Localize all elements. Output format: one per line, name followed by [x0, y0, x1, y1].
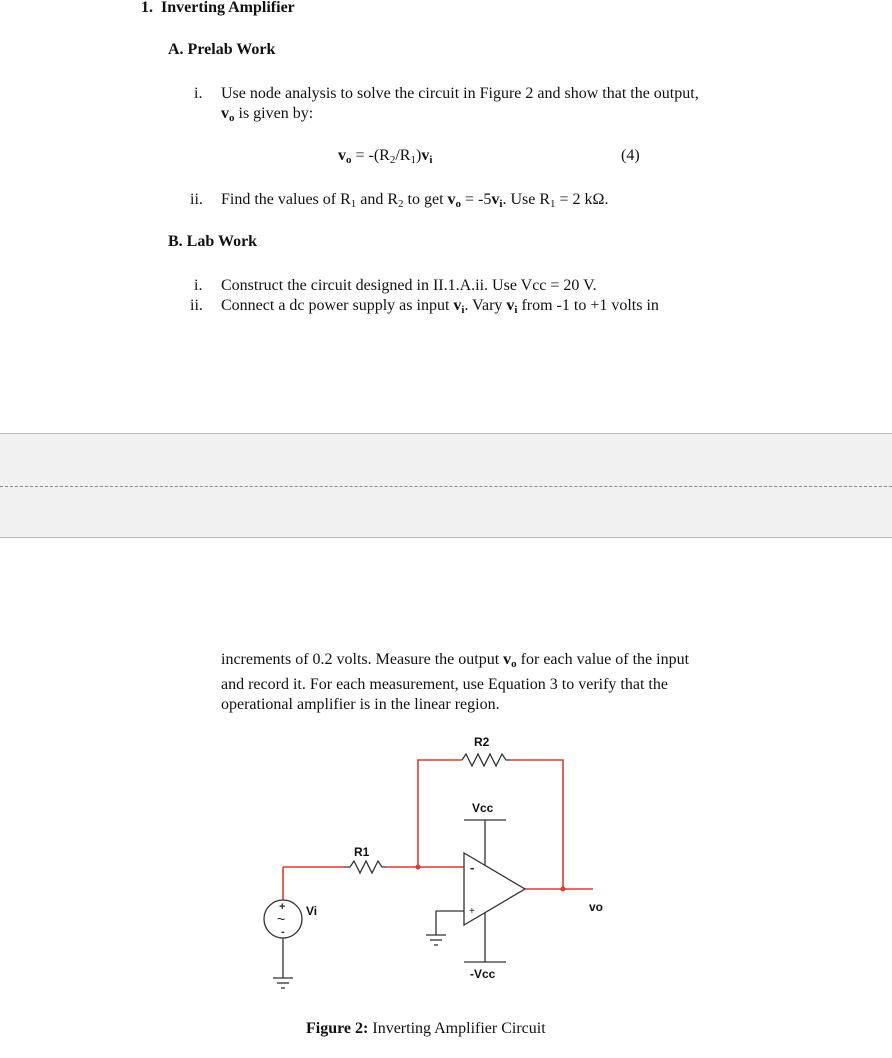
inverting-node-dot: [416, 865, 421, 870]
neg-vcc-label: -Vcc: [470, 967, 496, 981]
vo-symbol: $v_o$: [221, 105, 235, 124]
section-title: Inverting Amplifier: [161, 0, 295, 16]
op-amp-minus-label: -: [470, 860, 475, 875]
source-tilde: ~: [277, 911, 286, 927]
continued-line-1: increments of 0.2 volts. Measure the output $v_o$ for each value of the input: [221, 651, 690, 670]
section-number: 1.: [141, 0, 153, 16]
source-to-r1-wire: [283, 867, 344, 900]
plus-input-wire: [436, 911, 464, 935]
equation-4: $v_o = -(R_2/R_1)v_i$: [338, 147, 433, 166]
feedback-wire-right: [510, 760, 563, 889]
prelab-heading: A. Prelab Work: [168, 41, 276, 58]
output-node-dot: [561, 887, 566, 892]
lab-item2-text: Connect a dc power supply as input $v_i$. Vary $v_i$ from -1 to +1 volts in: [221, 297, 659, 316]
lab-heading: B. Lab Work: [168, 233, 258, 250]
lab-item1-roman: i.: [194, 277, 203, 294]
r1-resistor: [344, 861, 386, 873]
r2-resistor: [462, 754, 510, 766]
source-plus-sign: +: [279, 901, 286, 913]
equation-number: (4): [621, 147, 640, 164]
continued-line-3: operational amplifier is in the linear region.: [221, 696, 500, 713]
continued-line-2: and record it. For each measurement, use Equation 3 to verify that the: [221, 675, 668, 693]
op-amp-plus-label: +: [469, 906, 475, 917]
vo-label: vo: [589, 900, 604, 914]
vcc-label: Vcc: [472, 801, 494, 815]
lab-item2-roman: ii.: [190, 297, 203, 314]
prelab-item1-line1: Use node analysis to solve the circuit in Figure 2 and show that the output,: [221, 85, 699, 102]
prelab-item2-text: Find the values of $R_1$ and $R_2$ to get $v_o = -5v_i$. Use $R_1 = 2$ kΩ.: [221, 191, 609, 210]
r2-label: R2: [474, 735, 490, 749]
vi-label: Vi: [306, 904, 318, 918]
red-wires: [283, 760, 593, 900]
plus-input-ground-icon: [426, 935, 446, 945]
prelab-item1-line2: $v_o$ is given by:: [221, 105, 314, 124]
prelab-item1-roman: i.: [194, 85, 203, 102]
figure-caption: Figure 2: Inverting Amplifier Circuit: [306, 1020, 546, 1037]
source-ground-icon: [273, 978, 293, 988]
source-minus-sign: -: [281, 926, 285, 938]
prelab-item2-roman: ii.: [190, 191, 203, 208]
feedback-wire-left: [418, 760, 462, 867]
r1-label: R1: [354, 845, 370, 859]
lab-item1-text: Construct the circuit designed in II.1.A.ii. Use Vcc = 20 V.: [221, 277, 597, 294]
